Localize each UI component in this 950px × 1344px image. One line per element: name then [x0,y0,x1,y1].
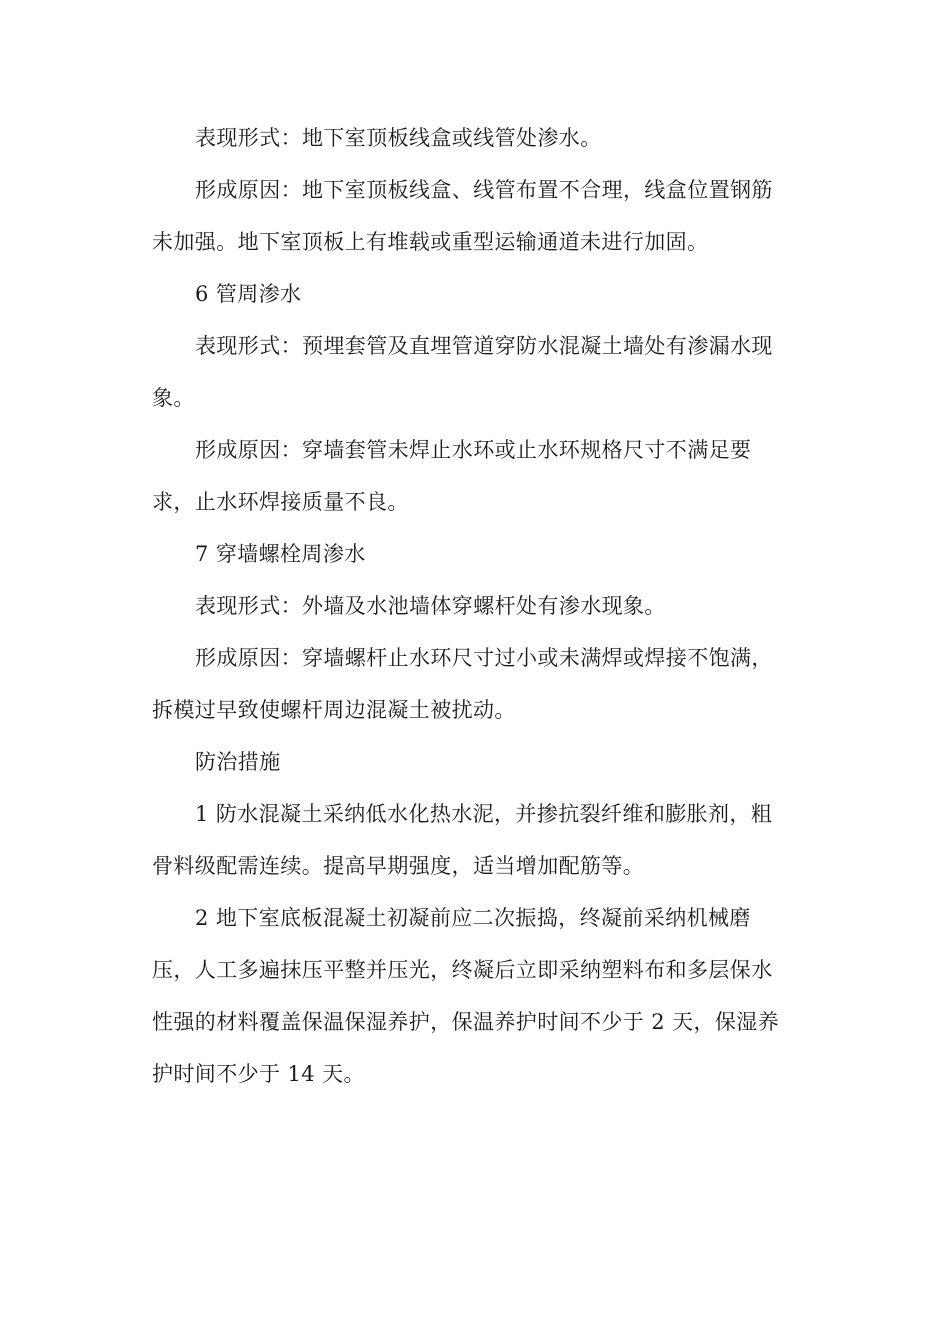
text-line: 形成原因：地下室顶板线盒、线管布置不合理，线盒位置钢筋 [195,178,773,202]
text-line: 拆模过早致使螺杆周边混凝土被扰动。 [152,698,516,722]
text-line: 性强的材料覆盖保温保湿养护，保温养护时间不少于 2 天，保湿养 [152,1010,780,1034]
text-line: 求，止水环焊接质量不良。 [152,490,409,514]
text-line: 表现形式：预埋套管及直埋管道穿防水混凝土墙处有渗漏水现 [195,334,773,358]
section-heading: 7 穿墙螺栓周渗水 [195,542,366,566]
section-heading: 防治措施 [195,750,281,774]
section-heading: 6 管周渗水 [195,282,302,306]
text-line: 未加强。地下室顶板上有堆载或重型运输通道未进行加固。 [152,230,709,254]
text-line: 表现形式：地下室顶板线盒或线管处渗水。 [195,126,602,150]
text-line: 象。 [152,386,195,410]
text-line: 压，人工多遍抹压平整并压光，终凝后立即采纳塑料布和多层保水 [152,958,773,982]
text-line: 2 地下室底板混凝土初凝前应二次振捣，终凝前采纳机械磨 [195,906,751,930]
text-line: 形成原因：穿墙套管未焊止水环或止水环规格尺寸不满足要 [195,438,752,462]
text-line: 护时间不少于 14 天。 [152,1062,365,1086]
document-body [152,112,802,1100]
text-line: 1 防水混凝土采纳低水化热水泥，并掺抗裂纤维和膨胀剂，粗 [195,802,773,826]
text-line: 形成原因：穿墙螺杆止水环尺寸过小或未满焊或焊接不饱满， [195,646,773,670]
text-line: 表现形式：外墙及水池墙体穿螺杆处有渗水现象。 [195,594,666,618]
text-line: 骨料级配需连续。提高早期强度，适当增加配筋等。 [152,854,645,878]
